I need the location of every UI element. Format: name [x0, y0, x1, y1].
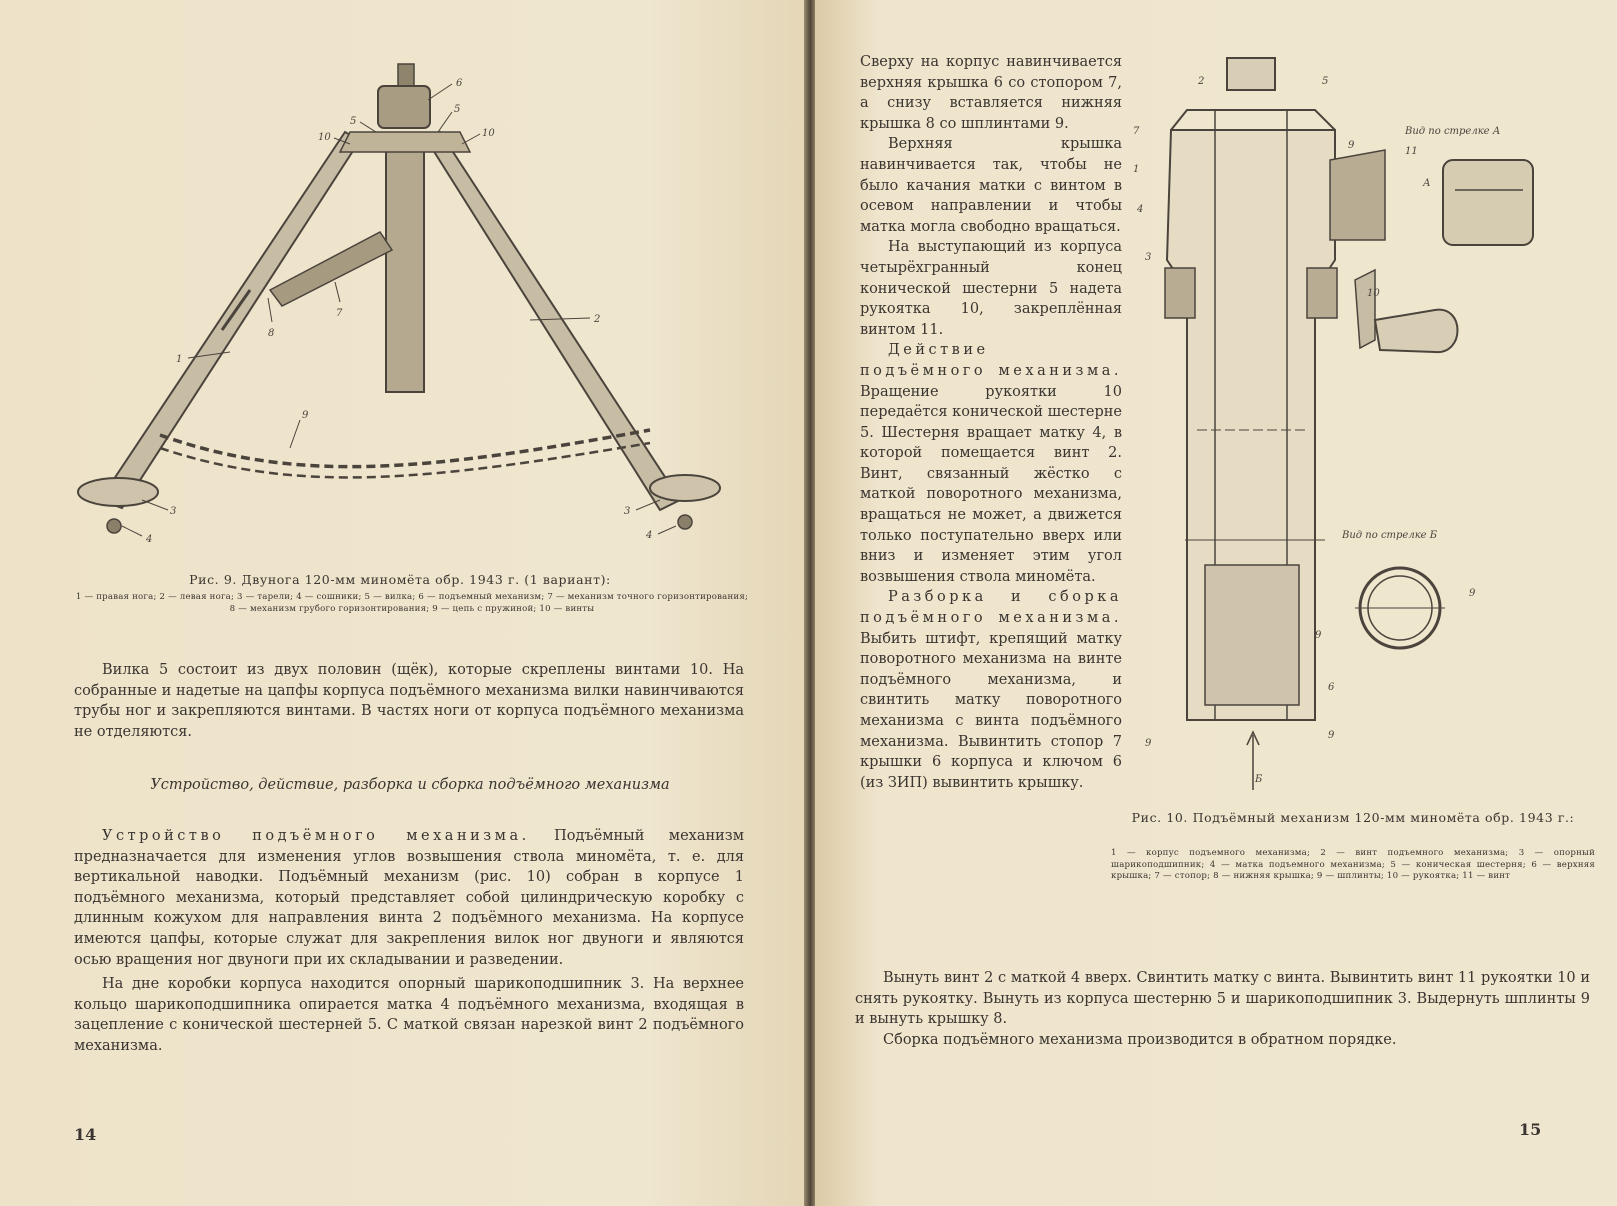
callout: 10 [1367, 288, 1380, 299]
callout: 10 [318, 132, 331, 143]
callout: 2 [594, 314, 601, 325]
figure-10-caption-title: Рис. 10. Подъёмный механизм 120-мм миномёта обр. 1943 г.: [1131, 810, 1575, 825]
callout: Б [1255, 774, 1263, 785]
figure-10-caption-legend: 1 — корпус подъемного механизма; 2 — винт подъемного механизма; 3 — опорный шарикоподшипник; 4 — матка подъемного механизма; 5 — коническая шестерня; 6 — верхняя крышка; 7 — стопор; 8 — нижняя крышка; 9 — шплинты; 10 — рукоятка; 11 — винт [1111, 848, 1595, 881]
callout: 9 [1328, 730, 1335, 741]
callout: 6 [456, 78, 463, 89]
callout: 4 [146, 534, 153, 545]
callout: 4 [646, 530, 653, 541]
callout: 11 [1405, 146, 1418, 157]
paragraph: Верхняя крышка навинчивается так, чтобы не было качания матки с винтом в осевом направлении и чтобы матка могла свободно вращаться. [860, 136, 1122, 235]
figure-9-caption-legend: 1 — правая нога; 2 — левая нога; 3 — тарели; 4 — сошники; 5 — вилка; 6 — подъемный механизм; 7 — механизм точного горизонтирования; 8 — механизм грубого горизонтирования; 9 — цепь с пружиной; 10 — винты [75, 592, 749, 614]
callout: 8 [268, 328, 275, 339]
paragraph: Действие подъёмного механизма. Вращение рукоятки 10 передаётся конической шестерне 5. Шестерня вращает матку 4, в которой помещается винт 2. Винт, связанный жёстко с маткой поворотного механизма, вращаться не может, а движется только поступательно вверх или вниз и изменяет этим угол возвышения ствола миномёта. [860, 342, 1122, 585]
paragraph-razborka-end: Вынуть винт 2 с маткой 4 вверх. Свинтить матку с винта. Вывинтить винт 11 рукоятки 10 и снять рукоятку. Вынуть из корпуса шестерню 5 и шарикоподшипник 3. Выдернуть шплинты 9 и вынуть крышку 8. Сборка подъёмного механизма производится в обратном порядке. [855, 970, 1590, 1048]
callout: 9 [1145, 738, 1152, 749]
figure-10-view-b-label: Вид по стрелке Б [1342, 530, 1438, 541]
callout: 5 [1322, 76, 1329, 87]
section-heading: Устройство, действие, разборка и сборка подъёмного механизма [150, 777, 670, 793]
callout: 1 [1133, 164, 1140, 175]
paragraph-lead: Устройство подъёмного механизма. [102, 828, 530, 844]
callout: 9 [1469, 588, 1476, 599]
callout: 7 [1133, 126, 1140, 137]
paragraph-vilka: Вилка 5 состоит из двух половин (щёк), которые скреплены винтами 10. На собранные и надетые на цапфы корпуса подъёмного механизма вилки навинчиваются трубы ног и закрепляются винтами. В частях ноги от корпуса подъёмного механизма не отделяются. [74, 662, 744, 740]
right-page [815, 0, 1617, 1206]
central-column [386, 140, 424, 392]
paragraph-lead: Действие подъёмного механизма. [860, 342, 1122, 379]
callout: 1 [176, 354, 183, 365]
chain [160, 430, 650, 467]
callout: 7 [336, 308, 343, 319]
callout: 2 [1198, 76, 1205, 87]
callout: 4 [1137, 204, 1144, 215]
callout: 6 [1328, 682, 1335, 693]
callout: 3 [624, 506, 631, 517]
callout: 9 [302, 410, 309, 421]
paragraph-lead: Разборка и сборка подъёмного механизма. [860, 589, 1122, 627]
right-plate [650, 475, 720, 501]
callout: 3 [170, 506, 177, 517]
paragraph-ustroystvo: Устройство подъёмного механизма. Подъёмный механизм предназначается для изменения углов возвышения ствола миномёта, т. е. для вертикальной наводки. Подъёмный механизм (рис. 10) собран в корпусе 1 подъёмного механизма, который представляет собой цилиндрическую коробку с длинным кожухом для направления винта 2 подъёмного механизма. На корпусе имеются цапфы, которые служат для закрепления вилок ног двуноги и являются осью вращения ног двуноги при их складывании и разведении. На дне коробки корпуса находится опорный шарикоподшипник 3. На верхнее кольцо шарикоподшипника опирается матка 4 подъёмного механизма, входящая в зацепление с конической шестерней 5. С маткой связан нарезкой винт 2 подъёмного механизма. [74, 828, 744, 1054]
figure-9-bipod [0, 0, 808, 560]
figure-10-lifting-mechanism [815, 0, 1617, 800]
page-number-right: 15 [1519, 1120, 1542, 1139]
callout: 3 [1145, 252, 1152, 263]
right-leg [428, 132, 680, 510]
paragraph: На выступающий из корпуса четырёхгранный конец конической шестерни 5 надета рукоятка 10, закреплённая винтом 11. [860, 239, 1122, 338]
callout: 9 [1348, 140, 1355, 151]
callout: А [1423, 178, 1431, 189]
figure-9-caption-title: Рис. 9. Двунога 120-мм миномёта обр. 1943 г. (1 вариант): [189, 572, 611, 587]
callout: 10 [482, 128, 495, 139]
left-page [0, 0, 808, 1206]
figure-10-view-a-label: Вид по стрелке А [1405, 126, 1501, 137]
callout: 9 [1315, 630, 1322, 641]
callout: 5 [350, 116, 357, 127]
paragraph: Сверху на корпус навинчивается верхняя крышка 6 со стопором 7, а снизу вставляется нижняя крышка 8 со шплинтами 9. [860, 54, 1122, 132]
page-number-left: 14 [74, 1125, 97, 1144]
callout: 5 [454, 104, 461, 115]
paragraph: Разборка и сборка подъёмного механизма. Выбить штифт, крепящий матку поворотного механизма на винте подъёмного механизма, и свинтить матку поворотного механизма с винта подъёмного механизма. Вывинтить стопор 7 крышки 6 корпуса и ключом 6 (из ЗИП) вывинтить крышку. [860, 589, 1122, 791]
